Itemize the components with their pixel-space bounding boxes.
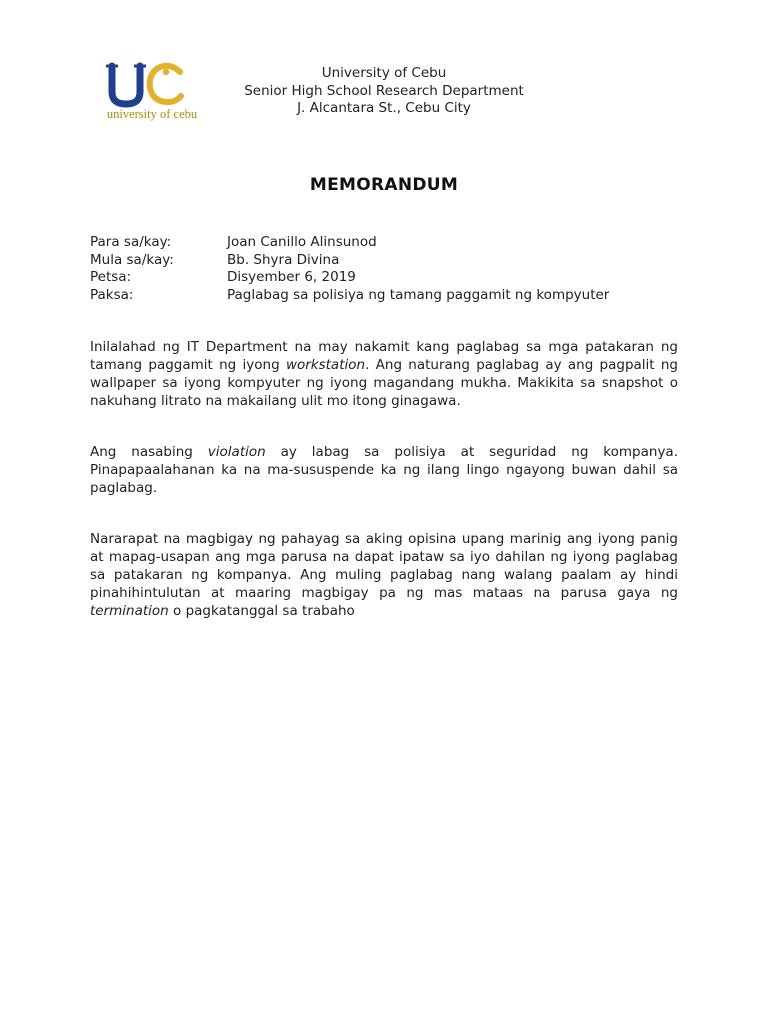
memo-fields [90, 234, 690, 304]
paragraph-emphasis: termination [90, 603, 169, 619]
field-label: Mula sa/kay: [90, 251, 174, 268]
field-label: Para sa/kay: [90, 234, 172, 250]
field-value: Bb. Shyra Divina [227, 251, 340, 268]
letterhead [220, 65, 548, 118]
field-label: Paksa: [90, 286, 134, 303]
paragraph-emphasis: workstation [285, 357, 366, 373]
field-value: Paglabag sa polisiya ng tamang paggamit ng kompyuter [227, 286, 610, 303]
letterhead-institution: University of Cebu [321, 65, 447, 81]
field-label: Petsa: [90, 269, 132, 285]
field-value: Joan Canillo Alinsunod [227, 234, 377, 250]
body-paragraph-1 [90, 338, 678, 410]
paragraph-text: o pagkatanggal sa trabaho [168, 603, 355, 619]
field-to [90, 234, 690, 252]
university-logo [96, 58, 208, 122]
body-paragraph-2 [90, 443, 678, 497]
field-from [90, 252, 690, 270]
logo-wordmark: university of cebu [106, 107, 198, 121]
field-subject [90, 287, 690, 305]
uc-logo-icon [96, 58, 208, 122]
paragraph-text: . Ang naturang paglabag ay ang pagpalit ng wallpaper sa iyong kompyuter ng iyong magandang mukha. Makikita sa snapshot o nakuhang litrato na makailang ulit mo itong ginagawa. [90, 357, 678, 409]
field-value: Disyember 6, 2019 [227, 269, 356, 285]
letterhead-department: Senior High School Research Department [244, 82, 524, 99]
memo-title: MEMORANDUM [309, 175, 459, 195]
letterhead-address: J. Alcantara St., Cebu City [297, 100, 471, 116]
paragraph-text: Inilalahad ng IT Department na may nakamit kang paglabag sa mga patakaran ng tamang paggamit ng iyong [90, 339, 678, 373]
body-paragraph-3 [90, 530, 678, 620]
paragraph-text: ay labag sa polisiya at seguridad ng kompanya. Pinapapaalahanan ka na ma-sususpende ka ng ilang lingo ngayong buwan dahil sa paglabag. [90, 444, 679, 496]
paragraph-text: Ang nasabing [90, 444, 208, 460]
paragraph-text: Nararapat na magbigay ng pahayag sa aking opisina upang marinig ang iyong panig at mapag-usapan ang mga parusa na dapat ipataw sa iyo dahilan ng iyong paglabag sa patakaran ng kompanya. Ang muling paglabag nang walang paalam ay hindi pinahihintulutan at maaring magbigay pa ng mas mataas na parusa gaya ng [90, 531, 678, 601]
field-date [90, 269, 690, 287]
paragraph-emphasis: violation [207, 444, 266, 460]
